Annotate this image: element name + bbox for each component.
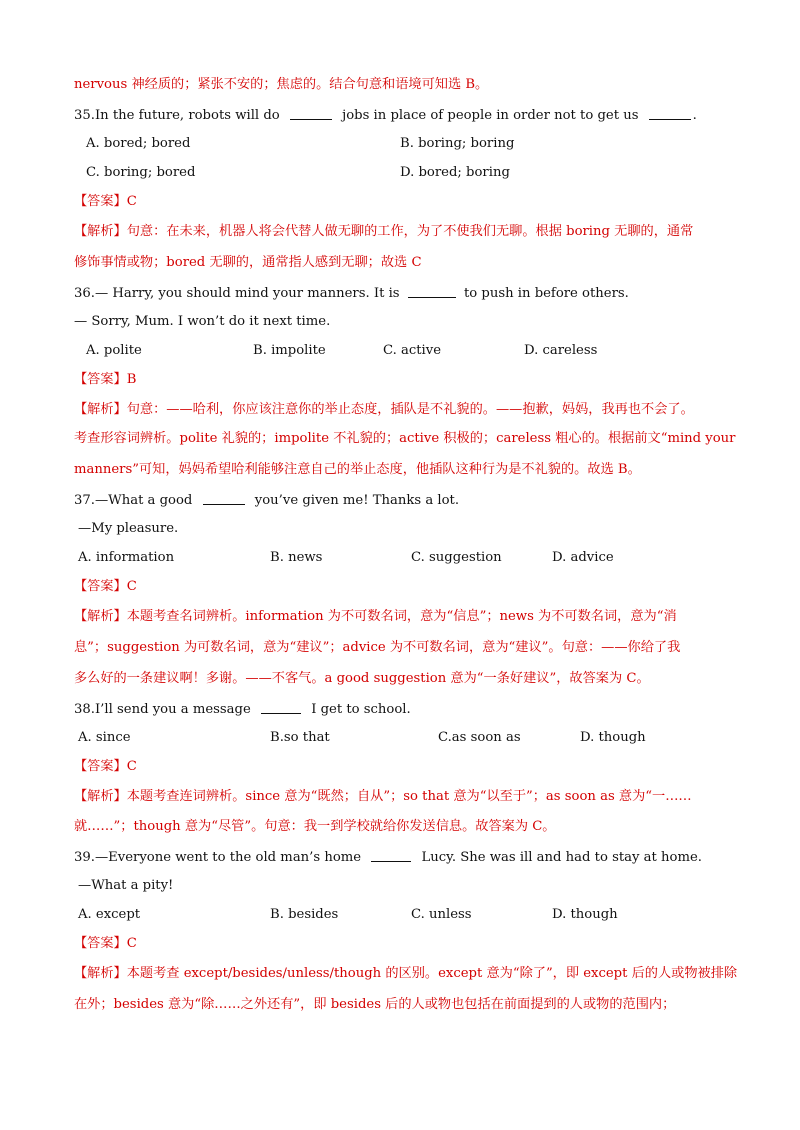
explanation-line: 【解析】本题考查名词辨析。information 为不可数名词，意为“信息”；news 为不可数名词，意为“消 xyxy=(74,609,677,624)
explanation-line: 息”；suggestion 为可数名词，意为“建议”；advice 为不可数名词，意为“建议”。句意：——你给了我 xyxy=(74,640,681,655)
dialogue-line: — Sorry, Mum. I won’t do it next time. xyxy=(74,314,331,329)
option-c: C.as soon as xyxy=(438,730,521,745)
question-39 xyxy=(74,849,730,866)
dialogue-line: —My pleasure. xyxy=(78,521,179,536)
option-c: C. active xyxy=(383,343,442,358)
option-d: D. though xyxy=(580,730,646,745)
question-text: 35.In the future, robots will do xyxy=(74,108,280,123)
question-37 xyxy=(74,492,730,509)
question-text: Lucy. She was ill and had to stay at home. xyxy=(421,850,702,865)
option-b: B. impolite xyxy=(253,343,326,358)
answer-blank xyxy=(290,107,332,120)
question-text: to push in before others. xyxy=(463,286,629,301)
option-d: D. bored; boring xyxy=(400,165,510,180)
answer-label: 【答案】B xyxy=(74,372,137,387)
question-text: 38.I’ll send you a message xyxy=(74,702,251,717)
option-b: B. boring; boring xyxy=(400,136,515,151)
explanation-line: 就……”；though 意为“尽管”。句意：我一到学校就给你发送信息。故答案为 C。 xyxy=(74,819,556,834)
question-36 xyxy=(74,285,730,302)
option-a: A. information xyxy=(78,550,175,565)
question-38 xyxy=(74,701,730,718)
option-d: D. advice xyxy=(552,550,614,565)
answer-label: 【答案】C xyxy=(74,759,137,774)
option-b: B. besides xyxy=(270,907,339,922)
answer-blank xyxy=(408,285,456,298)
question-text: 37.—What a good xyxy=(74,493,193,508)
explanation-line: 在外；besides 意为“除……之外还有”，即 besides 后的人或物也包括在前面提到的人或物的范围内； xyxy=(74,997,676,1012)
explanation-line: 【解析】本题考查 except/besides/unless/though 的区别。except 意为“除了”，即 except 后的人或物被排除 xyxy=(74,966,738,981)
answer-label: 【答案】C xyxy=(74,936,137,951)
explanation-line: 【解析】本题考查连词辨析。since 意为“既然；自从”；so that 意为“以至于”；as soon as 意为“一…… xyxy=(74,789,692,804)
answer-label: 【答案】C xyxy=(74,579,137,594)
option-b: B.so that xyxy=(270,730,330,745)
option-b: B. news xyxy=(270,550,323,565)
dialogue-line: —What a pity! xyxy=(78,878,174,893)
question-text: I get to school. xyxy=(311,702,411,717)
question-35 xyxy=(74,107,730,124)
option-c: C. boring; bored xyxy=(86,165,196,180)
answer-blank xyxy=(261,701,301,714)
explanation-line: 【解析】句意：在未来，机器人将会代替人做无聊的工作，为了不使我们无聊。根据 boring 无聊的，通常 xyxy=(74,224,694,239)
explanation-line: 【解析】句意：——哈利，你应该注意你的举止态度，插队是不礼貌的。——抱歉，妈妈，我再也不会了。 xyxy=(74,402,694,417)
explanation-line: nervous 神经质的；紧张不安的；焦虑的。结合句意和语境可知选 B。 xyxy=(74,77,489,92)
explanation-line: 考查形容词辨析。polite 礼貌的；impolite 不礼貌的；active 积极的；careless 粗心的。根据前文“mind your xyxy=(74,431,736,446)
question-text: 39.—Everyone went to the old man’s home xyxy=(74,850,362,865)
question-text: you’ve given me! Thanks a lot. xyxy=(254,493,460,508)
answer-blank xyxy=(649,107,691,120)
option-d: D. careless xyxy=(524,343,598,358)
explanation-line: 修饰事情或物；bored 无聊的，通常指人感到无聊；故选 C xyxy=(74,255,422,270)
explanation-line: 多么好的一条建议啊！多谢。——不客气。a good suggestion 意为“一条好建议”，故答案为 C。 xyxy=(74,671,650,686)
option-c: C. unless xyxy=(411,907,472,922)
question-text: . xyxy=(692,108,697,123)
answer-label: 【答案】C xyxy=(74,194,137,209)
explanation-line: manners”可知，妈妈希望哈利能够注意自己的举止态度，他插队这种行为是不礼貌的。故选 B。 xyxy=(74,462,641,477)
answer-blank xyxy=(203,492,245,505)
option-a: A. polite xyxy=(86,343,142,358)
option-a: A. bored; bored xyxy=(86,136,191,151)
option-c: C. suggestion xyxy=(411,550,502,565)
answer-blank xyxy=(371,849,411,862)
question-text: jobs in place of people in order not to get us xyxy=(342,108,639,123)
option-d: D. though xyxy=(552,907,618,922)
option-a: A. except xyxy=(78,907,141,922)
option-a: A. since xyxy=(78,730,131,745)
question-text: 36.— Harry, you should mind your manners. It is xyxy=(74,286,400,301)
